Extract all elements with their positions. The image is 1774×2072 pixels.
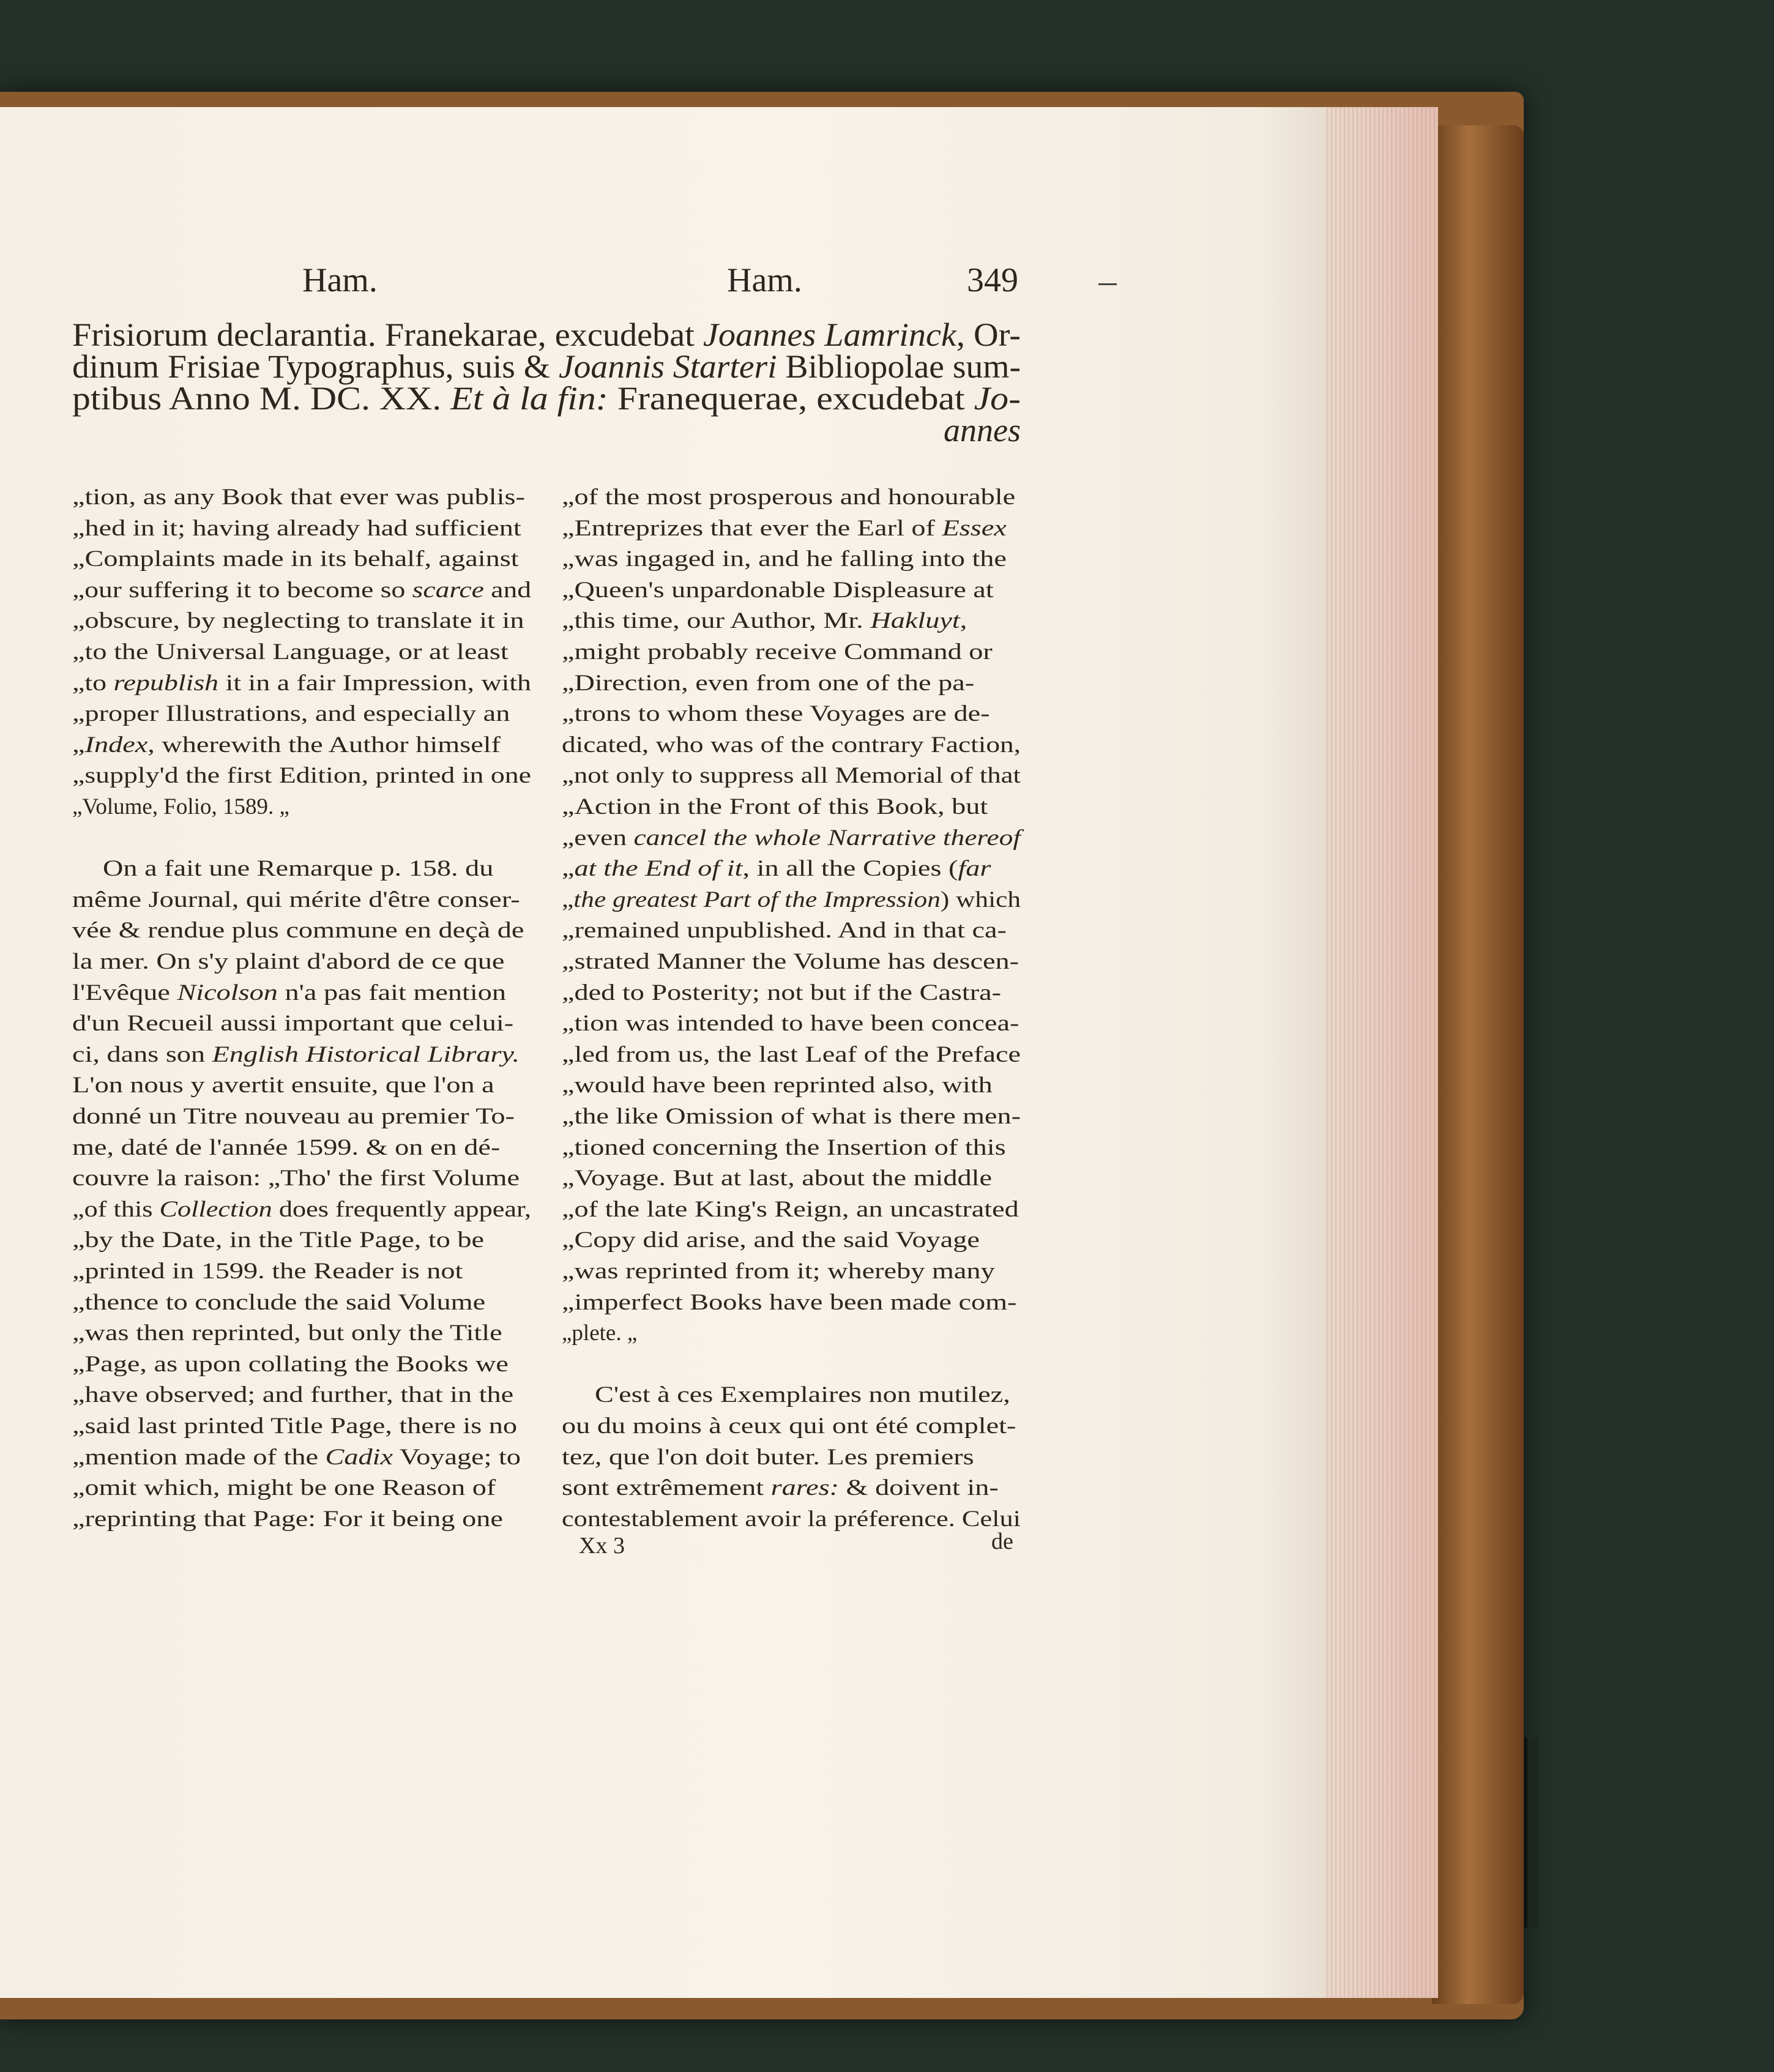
running-head-left: Ham. xyxy=(302,261,378,299)
right-column-line: „was ingaged in, and he falling into the xyxy=(562,546,1007,572)
left-column-line: „by the Date, in the Title Page, to be xyxy=(72,1228,485,1253)
right-column-line: „Queen's unpardonable Displeasure at xyxy=(562,577,994,603)
margin-mark xyxy=(1098,283,1117,285)
right-column-line: „tion was intended to have been concea- xyxy=(562,1011,1019,1037)
left-column-line: vée & rendue plus commune en deçà de xyxy=(72,918,524,944)
right-column-line: „tioned concerning the Insertion of this xyxy=(562,1135,1006,1160)
right-column-line: C'est à ces Exemplaires non mutilez, xyxy=(595,1382,1010,1408)
right-column-line: tez, que l'on doit buter. Les premiers xyxy=(562,1444,974,1470)
left-column-line: „Complaints made in its behalf, against xyxy=(72,546,519,572)
right-column-line: „plete. „ xyxy=(562,1321,638,1346)
top-paragraph-line: dinum Frisiae Typographus, suis & Joannis Starteri Bibliopolae sum- xyxy=(72,348,1021,385)
signature-mark: Xx 3 xyxy=(579,1533,625,1559)
right-column-line: „at the End of it, in all the Copies (far xyxy=(562,856,991,882)
right-column-line: „ded to Posterity; not but if the Castra- xyxy=(562,980,1002,1005)
left-column-line: couvre la raison: „Tho' the first Volume xyxy=(72,1166,520,1191)
right-column-line: „Copy did arise, and the said Voyage xyxy=(562,1228,980,1253)
top-paragraph-line: ptibus Anno M. DC. XX. Et à la fin: Franequerae, excudebat Jo- xyxy=(72,380,1021,417)
right-column-line: „might probably receive Command or xyxy=(562,639,993,665)
left-column-line: „Index, wherewith the Author himself xyxy=(72,732,501,758)
right-column-line: „imperfect Books have been made com- xyxy=(562,1289,1017,1315)
right-column-line: „Voyage. But at last, about the middle xyxy=(562,1166,993,1191)
left-column-line: „to the Universal Language, or at least xyxy=(72,639,509,665)
left-column-line: d'un Recueil aussi important que celui- xyxy=(72,1011,514,1037)
top-paragraph-line: Frisiorum declarantia. Franekarae, excudebat Joannes Lamrinck, Or- xyxy=(72,316,1021,353)
left-column-line: L'on nous y avertit ensuite, que l'on a xyxy=(72,1073,494,1098)
left-column-line: On a fait une Remarque p. 158. du xyxy=(103,856,494,882)
page-edges xyxy=(1316,107,1438,1998)
right-column-line: „trons to whom these Voyages are de- xyxy=(562,701,990,727)
right-column-line: „remained unpublished. And in that ca- xyxy=(562,918,1007,944)
page-number: 349 xyxy=(967,261,1018,299)
right-column-line: „Action in the Front of this Book, but xyxy=(562,794,988,819)
left-column-line: „proper Illustrations, and especially an xyxy=(72,701,510,727)
left-column-line: „have observed; and further, that in the xyxy=(72,1382,514,1408)
left-column-line: même Journal, qui mérite d'être conser- xyxy=(72,887,520,912)
left-column-line: „Volume, Folio, 1589. „ xyxy=(72,794,289,819)
right-column-line: „Entreprizes that ever the Earl of Essex xyxy=(562,515,1007,541)
running-head-center: Ham. xyxy=(727,261,802,299)
left-column-line: „thence to conclude the said Volume xyxy=(72,1289,486,1315)
right-column-line: „the greatest Part of the Impression) which xyxy=(562,887,1021,912)
left-column-line: „our suffering it to become so scarce and xyxy=(72,577,531,603)
right-column-line: sont extrêmement rares: & doivent in- xyxy=(562,1475,999,1501)
left-column-line: „supply'd the first Edition, printed in one xyxy=(72,763,532,789)
right-column-line: „of the most prosperous and honourable xyxy=(562,485,1016,510)
catchword: de xyxy=(991,1529,1013,1554)
right-column-line: dicated, who was of the contrary Faction, xyxy=(562,732,1021,758)
right-column-line: „Direction, even from one of the pa- xyxy=(562,670,975,696)
right-column-line: „led from us, the last Leaf of the Preface xyxy=(562,1042,1021,1067)
left-column-line: „printed in 1599. the Reader is not xyxy=(72,1259,463,1284)
right-column-line: „even cancel the whole Narrative thereof xyxy=(562,825,1021,851)
right-column-line: „this time, our Author, Mr. Hakluyt, xyxy=(562,608,967,634)
right-column-line: contestablement avoir la préference. Celui xyxy=(562,1506,1021,1532)
left-column-line: „mention made of the Cadix Voyage; to xyxy=(72,1444,521,1470)
left-column-line: „hed in it; having already had sufficient xyxy=(72,515,521,541)
left-column-line: „to republish it in a fair Impression, with xyxy=(72,670,531,696)
right-column-line: ou du moins à ceux qui ont été complet- xyxy=(562,1414,1016,1439)
left-column-line: „said last printed Title Page, there is no xyxy=(72,1414,518,1439)
right-column-line: „of the late King's Reign, an uncastrated xyxy=(562,1196,1019,1222)
left-column-line: donné un Titre nouveau au premier To- xyxy=(72,1104,515,1129)
left-column-line: me, daté de l'année 1599. & on en dé- xyxy=(72,1135,501,1160)
right-column-line: „would have been reprinted also, with xyxy=(562,1073,993,1098)
left-column-line: „tion, as any Book that ever was publis- xyxy=(72,485,525,510)
left-column-line: l'Evêque Nicolson n'a pas fait mention xyxy=(72,980,507,1005)
right-column-line: „not only to suppress all Memorial of that xyxy=(562,763,1021,789)
left-column-line: „was then reprinted, but only the Title xyxy=(72,1321,502,1346)
book-cover-edge xyxy=(1432,125,1524,2004)
left-column-line: la mer. On s'y plaint d'abord de ce que xyxy=(72,949,505,974)
left-column-line: „Page, as upon collating the Books we xyxy=(72,1351,509,1377)
right-column-line: „strated Manner the Volume has descen- xyxy=(562,949,1019,974)
left-column-line: ci, dans son English Historical Library. xyxy=(72,1042,520,1067)
page-tab xyxy=(1524,1854,1538,1928)
left-column-line: „omit which, might be one Reason of xyxy=(72,1475,496,1501)
right-column-line: „the like Omission of what is there men- xyxy=(562,1104,1021,1129)
left-column-line: „obscure, by neglecting to translate it in xyxy=(72,608,524,634)
top-paragraph-line: annes xyxy=(944,412,1021,449)
right-column-line: „was reprinted from it; whereby many xyxy=(562,1259,995,1284)
left-column-line: „of this Collection does frequently appear, xyxy=(72,1196,531,1222)
page-tab xyxy=(1524,1738,1538,1854)
left-column-line: „reprinting that Page: For it being one xyxy=(72,1506,503,1532)
